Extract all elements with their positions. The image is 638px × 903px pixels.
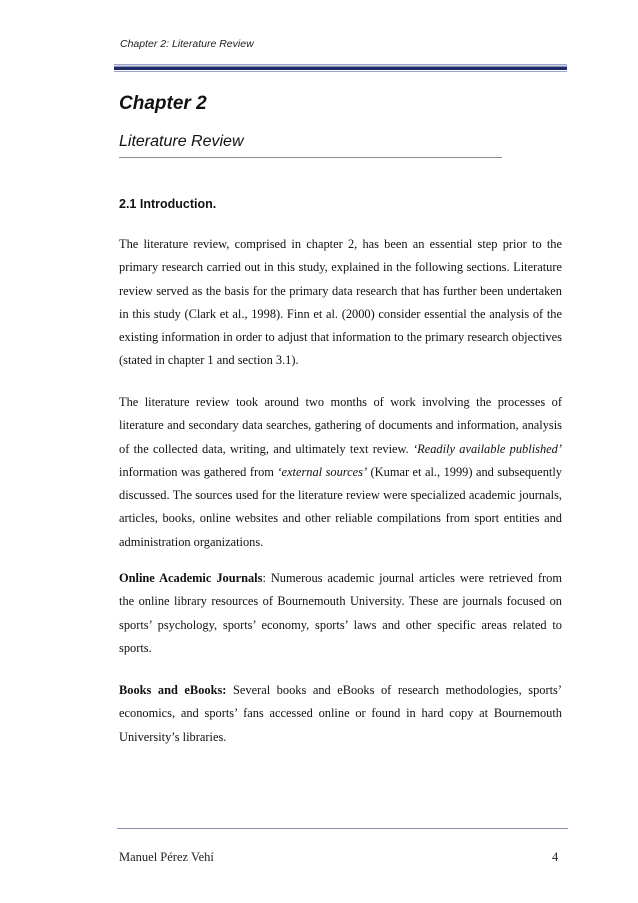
review-text-2: information was gathered from <box>119 464 278 479</box>
review-text-3: (Kumar et al., 1999) and subsequently discussed. The sources used for the literature review were specialized academic journals, articles, books, online websites and other reliable compilations from sport entities and administration organizations. <box>119 464 562 549</box>
section-heading: 2.1 Introduction. <box>119 197 217 211</box>
quote-readily-available: ‘Readily available published’ <box>413 441 562 456</box>
books-text: Several books and eBooks of research methodologies, sports’ economics, and sports’ fans accessed online or found in hard copy at Bournemouth University’s libraries. <box>119 683 562 744</box>
paragraph-journals <box>119 567 562 660</box>
running-head: Chapter 2: Literature Review <box>120 38 254 50</box>
header-rule <box>114 64 567 73</box>
chapter-title: Literature Review <box>119 133 244 150</box>
chapter-number: Chapter 2 <box>119 93 207 114</box>
footer-rule <box>117 828 568 829</box>
paragraph-intro: The literature review, comprised in chapter 2, has been an essential step prior to the primary research carried out in this study, explained in the following sections. Literature review served as the basis for the primary data research that has further been undertaken in this study (Clark et al., 1998). Finn et al. (2000) consider essential the analysis of the existing information in order to adjust that information to the primary research objectives (stated in chapter 1 and section 3.1). <box>119 237 562 368</box>
journals-text: : Numerous academic journal articles were retrieved from the online library resources of Bournemouth University. These are journals focused on sports’ psychology, sports’ economy, sports’ laws and other specific areas related to sports. <box>119 571 562 655</box>
quote-external-sources: ‘external sources’ <box>277 464 368 479</box>
review-text-1: The literature review took around two months of work involving the processes of literature and secondary data searches, gathering of documents and information, analysis of the collected data, writing, and ultimately text review. <box>119 395 562 456</box>
paragraph-review <box>119 391 562 554</box>
footer-author: Manuel Pérez Vehí <box>119 850 214 864</box>
footer-page-number: 4 <box>552 850 559 864</box>
books-term: Books and eBooks: <box>119 683 227 697</box>
paragraph-books <box>119 679 562 749</box>
title-underline <box>119 157 502 158</box>
journals-term: Online Academic Journals <box>119 571 263 585</box>
